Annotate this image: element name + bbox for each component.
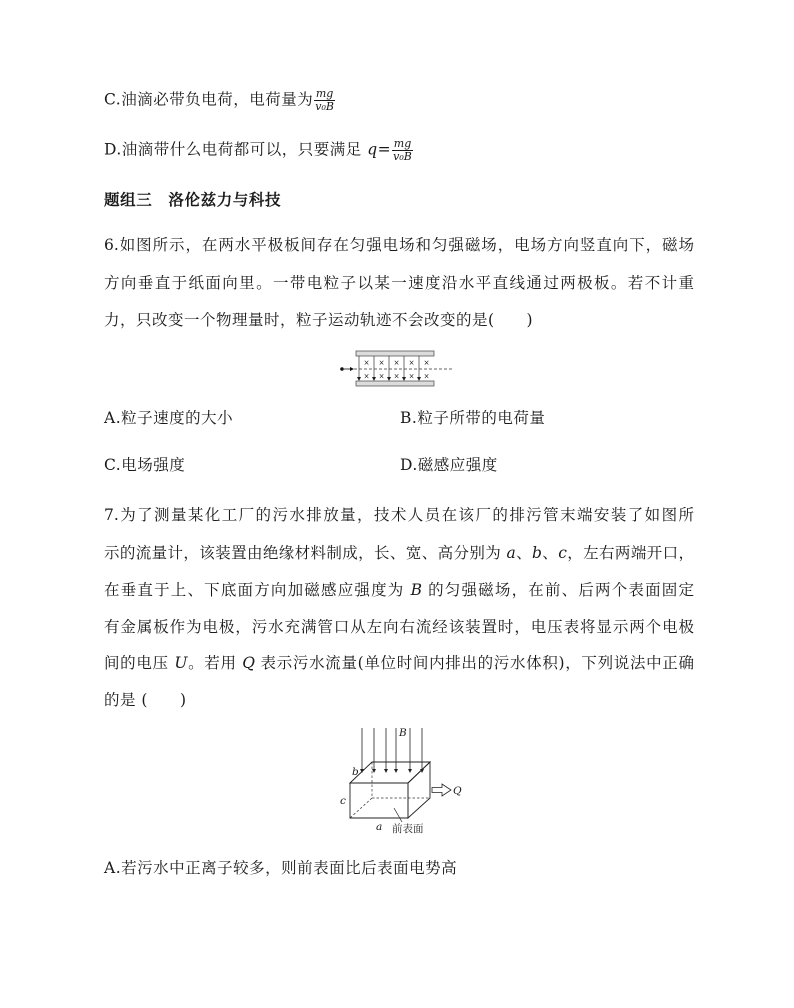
fraction-denominator: v₀B	[393, 150, 412, 163]
fraction-numerator: mg	[393, 137, 412, 150]
b-field-cross: ×	[378, 372, 385, 381]
var-Q: Q	[242, 654, 255, 672]
q7-line-3	[104, 579, 694, 601]
b-field-cross: ×	[423, 359, 430, 367]
option-d	[104, 137, 413, 163]
equals-sign: =	[377, 140, 392, 159]
q7-text: 示的流量计，该装置由绝缘材料制成，长、宽、高分别为	[104, 544, 507, 562]
fraction-mg-over-v0b	[314, 88, 335, 113]
section-title: 题组三 洛伦兹力与科技	[104, 190, 282, 209]
q7-line-4	[104, 616, 694, 638]
arrowhead-down	[384, 769, 388, 773]
var-B: B	[410, 581, 422, 599]
top-plate	[356, 351, 434, 356]
b-field-arrowheads	[360, 769, 424, 773]
q7-text: 、	[515, 544, 532, 562]
q7-text: 有金属板作为电极，污水充满管口从左向右流经该装置时，电压表将显示两个电极	[104, 618, 694, 636]
q7-line-1	[104, 504, 694, 526]
option-c	[104, 87, 335, 113]
q7-text: 、	[541, 544, 559, 562]
q7-text: 7.为了测量某化工厂的污水排放量，技术人员在该厂的排污管末端安装了如图所	[104, 506, 694, 524]
q7-text: 的是 ( )	[104, 691, 187, 709]
var-b: b	[531, 544, 542, 562]
q7-line-6	[104, 689, 187, 711]
q6-option-a: A.粒子速度的大小	[104, 409, 234, 427]
var-U: U	[174, 654, 188, 672]
var-c: c	[558, 544, 567, 562]
fraction-mg-over-v0b	[392, 138, 413, 163]
arrowhead-down	[372, 769, 376, 773]
q6-option-d: D.磁感应强度	[400, 456, 498, 474]
option-d-text: D.油滴带什么电荷都可以，只要满足	[104, 140, 368, 159]
q7-text: 在垂直于上、下底面方向加磁感应强度为	[104, 581, 411, 599]
q7-text: 的匀强磁场，在前、后两个表面固定	[421, 581, 694, 599]
b-field-cross: ×	[378, 359, 385, 367]
label-b: b	[352, 766, 359, 778]
arrowhead-down	[372, 377, 376, 381]
label-c: c	[340, 795, 346, 807]
arrowhead-down	[357, 377, 361, 381]
b-field-cross: ×	[393, 372, 400, 381]
b-field-cross: ×	[408, 372, 415, 381]
q7-line-2	[104, 542, 694, 564]
bottom-plate	[356, 381, 434, 386]
q7-option-a: A.若污水中正离子较多，则前表面比后表面电势高	[104, 859, 458, 877]
label-B: B	[399, 727, 407, 739]
b-field-cross: ×	[423, 372, 430, 381]
b-field-cross: ×	[408, 359, 415, 367]
var-a: a	[506, 544, 516, 562]
front-face	[350, 783, 408, 818]
q6-figure	[336, 346, 456, 392]
q7-figure	[334, 724, 464, 836]
flow-arrow	[432, 784, 451, 796]
fraction-denominator: v₀B	[315, 100, 334, 113]
arrowhead-down	[394, 769, 398, 773]
q7-text: ，左右两端开口，	[566, 544, 694, 562]
b-field-cross: ×	[363, 359, 370, 367]
q7-text: 。若用	[187, 654, 243, 672]
hidden-edge	[350, 798, 372, 818]
label-a: a	[376, 821, 383, 833]
q6-line-1: 6.如图所示，在两水平极板间存在匀强电场和匀强磁场，电场方向竖直向下，磁场	[104, 236, 694, 254]
label-Q: Q	[453, 785, 462, 797]
b-field-cross: ×	[363, 372, 370, 381]
label-front-surface: 前表面	[392, 823, 424, 835]
q7-text: 间的电压	[104, 654, 175, 672]
q7-line-5	[104, 652, 694, 674]
charged-particle	[340, 367, 344, 371]
arrowhead-down	[417, 377, 421, 381]
arrowhead-down	[408, 769, 412, 773]
fraction-numerator: mg	[315, 87, 334, 100]
front-face-leader-line	[394, 808, 402, 822]
b-field-cross: ×	[393, 359, 400, 367]
q6-line-3: 力，只改变一个物理量时，粒子运动轨迹不会改变的是( )	[104, 311, 534, 329]
velocity-arrowhead	[350, 367, 354, 371]
q6-line-2: 方向垂直于纸面向里。一带电粒子以某一速度沿水平直线通过两极板。若不计重	[104, 274, 694, 292]
arrowhead-down	[387, 377, 391, 381]
q6-option-c: C.电场强度	[104, 456, 186, 474]
option-c-text: C.油滴必带负电荷，电荷量为	[104, 90, 314, 109]
arrowhead-down	[402, 377, 406, 381]
var-q: q	[367, 140, 378, 159]
q6-option-b: B.粒子所带的电荷量	[400, 409, 546, 427]
q7-text: 表示污水流量(单位时间内排出的污水体积)，下列说法中正确	[254, 654, 694, 672]
